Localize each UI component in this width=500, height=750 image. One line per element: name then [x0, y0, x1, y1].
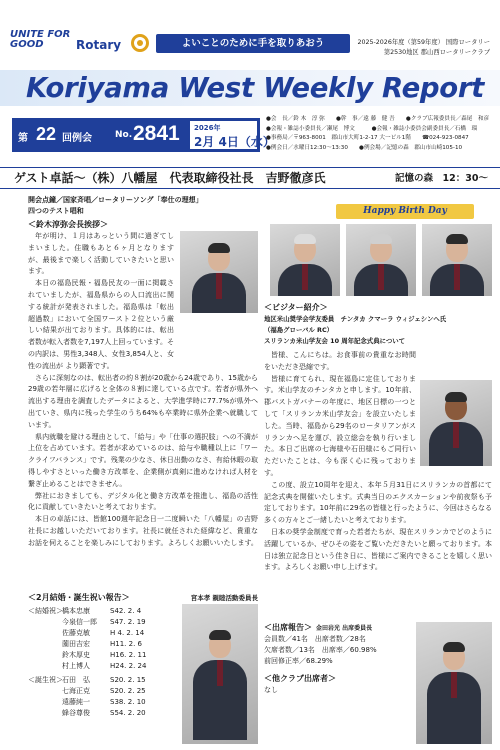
- year-line-2: 第2530地区 郡山西ロータリークラブ: [383, 48, 490, 56]
- visitor-paragraph: この度、設立10周年を迎え、本年５月31日にスリランカの首都にて記念式典を開催いたします。式典当日のエクスカーションや前夜祭も予定しております。10年前に29名の皆様と行ったように、今回はさらなる多くの方々とご一緒したいと考えております。: [264, 480, 492, 525]
- greeting-paragraph: 弊社におきましても、デジタル化と働き方改革を推進し、福島の活性化に貢献していきたいと考えております。: [28, 491, 258, 512]
- slogan-banner: よいことのために手を取りあおう: [156, 34, 350, 53]
- club-info-line: ●会 長／鈴 木 淳 弥 ●幹 事／遠 藤 健 吾 ●クラブ広報委員長／森尾 和彦: [266, 116, 490, 122]
- visitor-topic: スリランカ米山学友会 10 周年記念式典について: [264, 337, 406, 345]
- happy-birthday-banner: Happy Birth Day: [336, 204, 474, 219]
- attendance-reporter: 金田岩光 出席委員長: [316, 625, 373, 632]
- list-item: 村上博人 H24. 2. 24: [62, 662, 147, 670]
- rotary-logo-text: Rotary: [76, 38, 122, 52]
- visitor-club: （福島グローバル RC）: [264, 326, 334, 334]
- visitor-org: 地区米山奨学会学友委員 チンタカ クマーラ ウィジェシンへ氏: [264, 315, 447, 323]
- birthday-photo-1: [270, 224, 340, 296]
- list-item: 佐藤克敏 H 4. 2. 14: [62, 629, 145, 637]
- list-item: ＜誕生祝＞ 石田 弘 S20. 2. 15: [28, 676, 146, 684]
- list-item: 今泉信一郎 S47. 2. 19: [62, 618, 146, 626]
- celebration-title: ＜2月結婚・誕生祝い報告＞: [28, 593, 130, 602]
- greeting-paragraph: さらに深刻なのは、転出者の約８割が20歳から24歳であり、15歳から29歳の若年層に広げると全体の８割に達している点です。若者が県外へ流出する理由を調査したデータによると、大学進学時に77.7%が県外へ出ていき、県内に残った学生のうち64%も卒業時に県外企業へ就職しています。: [28, 373, 258, 429]
- visitor-paragraph: 日本の奨学金制度で育った若者たちが、現在スリランカでどのように活躍しているか、ぜひその姿をご覧いただきたいと願っております。本日は独立記念日という佳き日に、皆様にご案内できることを嬉しく思います。よろしくお願い申し上げます。: [264, 527, 492, 572]
- report-no-label: No.: [115, 130, 133, 140]
- club-info-line: ●例会日／水曜日12:30～13:30 ●例会場／記憶の森 郡山市山崎105-10: [266, 144, 463, 151]
- club-info: [266, 115, 494, 153]
- issue-number: 22: [36, 124, 57, 144]
- date-year: 2026年: [194, 124, 221, 132]
- attendance-section: [264, 620, 414, 696]
- opening-line-2: 四つのテスト唱和: [28, 207, 84, 215]
- date-box: [190, 121, 275, 149]
- club-info-line: ●事務局／〒963-8001 郡山市大町1-2-17 大一ビル1階 ☎024-923-0847: [266, 135, 469, 141]
- guest-speaker-title: ゲスト卓話～（株）八幡屋 代表取締役社長 吉野徹彦氏: [14, 171, 326, 185]
- other-club-value: なし: [264, 686, 278, 694]
- guest-speaker-band: [0, 167, 500, 189]
- attendance-title: ＜出席報告＞: [264, 623, 312, 632]
- unite-for-good-logo: UNITE FOR GOOD: [10, 29, 71, 50]
- birthday-photo-3: [422, 224, 492, 296]
- district-info: [358, 38, 491, 57]
- visitor-paragraph: 皆様に育てられ、現在福島に定住しております。米山学友のチンタカと申します。10年前、郡バストガバナーの年度に、地区日標の一つとして「スリランカ米山学友会」を設立いたしました。当時、福島から29名のロータリアンがスリランカへ足を運び、設立総会を執り行いました。本日ご出席の七海様や石田様にもご同行いただいたことは、今も深く心に残っております。: [264, 374, 416, 477]
- visitor-title: ＜ビジター紹介＞: [264, 303, 328, 312]
- issue-suffix: 回例会: [62, 133, 92, 144]
- venue-time: 記憶の森 12：30～: [395, 173, 488, 184]
- visitor-paragraph: 皆様、こんにちは。お食事前の貴重なお時間をいただき恐縮です。: [264, 351, 416, 371]
- list-item: 遠藤純一 S38. 2. 10: [62, 698, 146, 706]
- attendance-line: 会員数／41名 出席者数／28名: [264, 635, 366, 643]
- greeting-title: ＜鈴木淳弥会長挨拶＞: [28, 220, 108, 229]
- newsletter-header: [0, 0, 500, 160]
- attendance-photo: [416, 622, 492, 744]
- greeting-paragraph: 年が明け、１月はあっという間に過ぎてしまいました。住職もあと６ヶ月となりますが、最後まで楽しく活動していきたいと思います。: [28, 232, 174, 276]
- greeting-paragraph: 県内就職を避ける理由として、「給与」や「仕事の選択肢」への不満が上位を占めています。若者が求めているのは、給与や職種以上に「ワークライフバランス」です。残業の少なさ、休日出勤のなさ、有給休暇の取得しやすさといった働き方改革を、企業側が真剣に進めなければ人材を繋ぎ止めることはできません。: [28, 432, 258, 488]
- birthday-photo-2: [346, 224, 416, 296]
- issue-prefix: 第: [18, 133, 28, 144]
- rotary-wheel-icon: [131, 34, 149, 52]
- other-club-title: ＜他クラブ出席者＞: [264, 674, 336, 683]
- newsletter-title: Koriyama West Weekly Report: [26, 72, 485, 104]
- list-item: 鈴木厚史 H16. 2. 11: [62, 651, 147, 659]
- list-item: 薗田吉宏 H11. 2. 6: [62, 640, 142, 648]
- visitor-section: [264, 300, 492, 574]
- list-item: 七海正克 S20. 2. 25: [62, 687, 146, 695]
- celebration-photo: [182, 604, 258, 744]
- greeting-paragraph: 本日の卓話には、皆館100週年記念日一二度瞬いた「八幡屋」の吉野社長にお越しいただいております。社長に就任された経緯など、貴重なお話を伺えることを楽しみにしております。よろしくお願いいたします。: [28, 515, 258, 547]
- greeting-paragraph: 本日の福島民報・福島民友の一面に掲載されていましたが、福島県からの人口流出に関する統計が発表されました。福島県は「転出超過数」において全国ワースト２位という厳しい結果が出ております。具体的には、転出者数が転入者数を7,197人上回っています。その内訳は、男性3,348人、女性3,854人と、女性の流出が より顕著です。: [28, 279, 174, 370]
- date-month-day: 2月 4日（水）: [194, 135, 275, 149]
- list-item: 蜂谷尊俊 S54. 2. 20: [62, 709, 146, 717]
- report-number: 2841: [133, 122, 180, 145]
- issue-block: [12, 118, 275, 152]
- attendance-line: 前回修正率／68.29%: [264, 657, 333, 665]
- visitor-photo: [420, 380, 492, 466]
- year-line-1: 2025-2026年度（第59年度） 国際ロータリー: [357, 39, 490, 46]
- left-column: [28, 195, 258, 550]
- club-info-line: ●会報・雑誌小委員長／瀬尾 博文 ●会報・雑誌小委員会副委員長／石橋 瑠: [266, 125, 478, 132]
- attendance-line: 欠席者数／13名 出席率／60.98%: [264, 646, 377, 654]
- greeting-text: [28, 231, 258, 550]
- photo-caption: 宮本孝 親睦活動委員長: [190, 594, 258, 602]
- president-photo: [180, 231, 258, 313]
- list-item: ＜結婚祝＞ 橋本忠康 S42. 2. 4: [28, 607, 142, 615]
- opening-line-1: 開会点鐘／国家斉唱／ロータリーソング「奉仕の理想」: [28, 196, 203, 204]
